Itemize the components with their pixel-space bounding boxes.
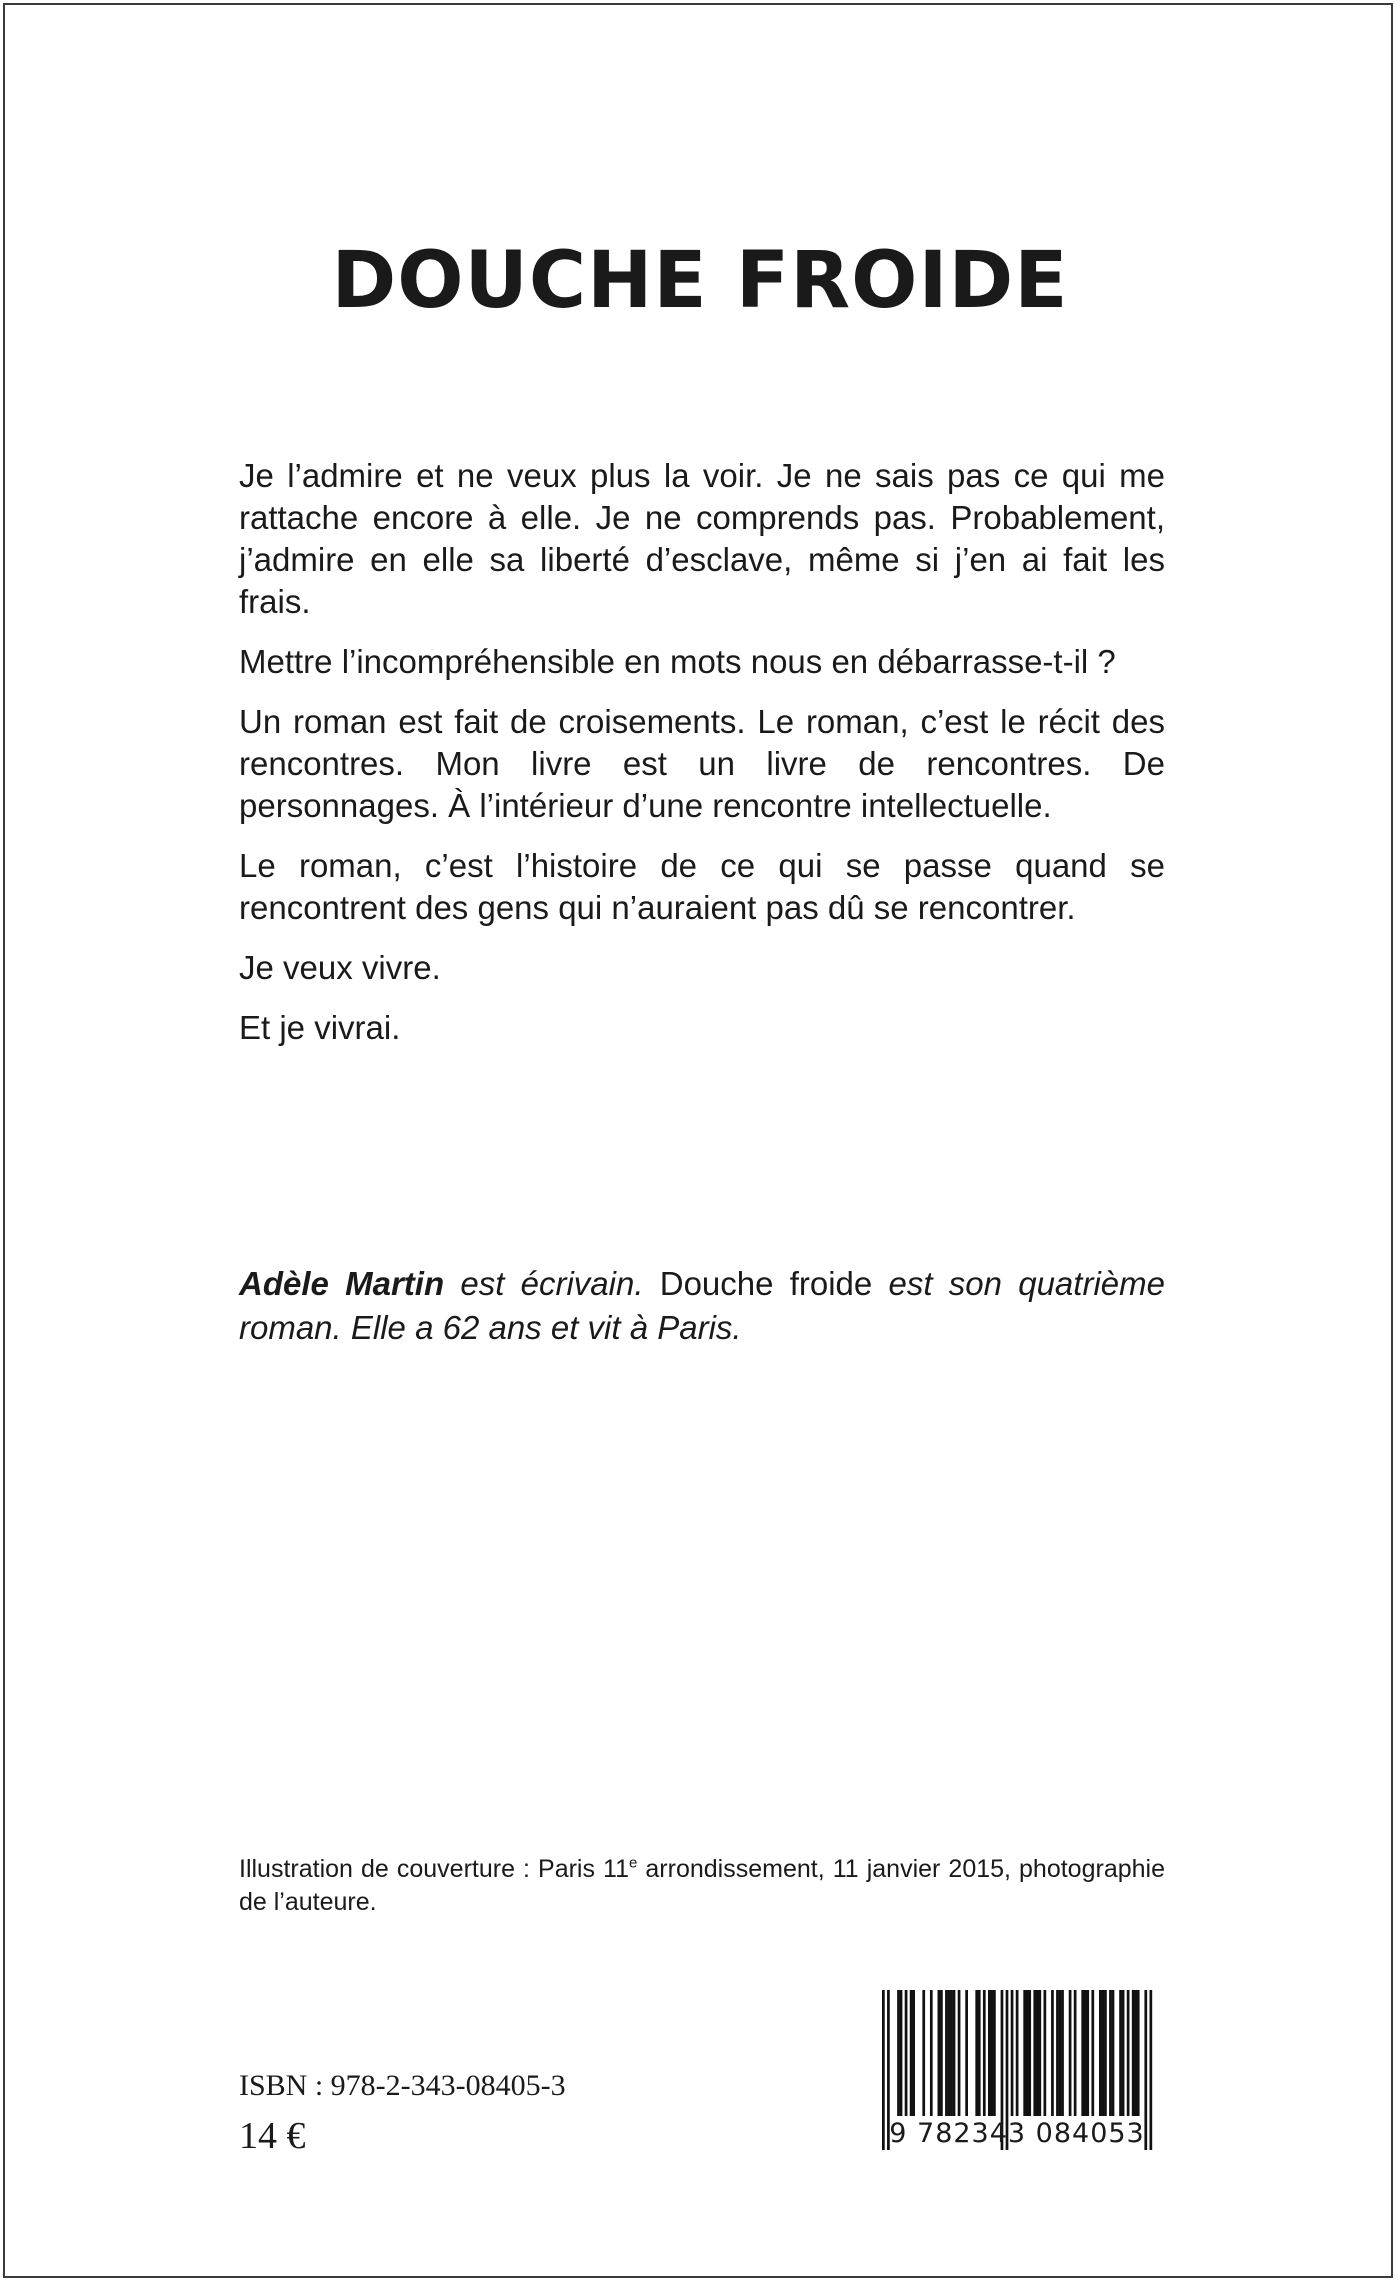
credit-text-2: arrondissement, 11 janvier 2015, photographie de l’auteure.	[239, 1855, 1165, 1916]
barcode-bar	[1119, 1990, 1122, 2116]
barcode-bar	[922, 1990, 925, 2116]
barcode-bar	[953, 1990, 956, 2116]
barcode-bar	[950, 1990, 953, 2116]
barcode-bar	[912, 1990, 915, 2116]
blurb-paragraph-1: Je l’admire et ne veux plus la voir. Je ne sais pas ce qui me rattache encore à elle. Je ne comprends pas. Probablement, j’admire en elle sa liberté d’esclave, même si j’en ai fait les frais.	[239, 457, 1165, 620]
author-name: Adèle Martin	[239, 1265, 445, 1302]
bio-text-2: est son quatrième roman. Elle a 62 ans et vit à Paris.	[239, 1265, 1165, 1346]
credit-text-1: Illustration de couverture : Paris 11	[239, 1855, 629, 1883]
barcode-bar	[1016, 1990, 1019, 2116]
price: 14 €	[239, 2115, 306, 2157]
barcode-bar	[910, 1990, 913, 2116]
barcode-bar	[945, 1990, 948, 2116]
blurb-paragraph-6: Et je vivrai.	[239, 1009, 401, 1046]
barcode-bar	[1033, 1990, 1036, 2116]
page-border	[3, 3, 1393, 2278]
barcode-bars	[872, 1990, 1162, 2190]
blurb-paragraph-5: Je veux vivre.	[239, 949, 441, 986]
barcode-bar	[1081, 1990, 1084, 2116]
barcode-digits: 9 782343 084053	[889, 2118, 1145, 2149]
barcode-bar	[1134, 1990, 1137, 2116]
barcode-bar	[1074, 1990, 1077, 2116]
barcode-bar	[938, 1990, 941, 2116]
blurb-paragraph-3: Un roman est fait de croisements. Le roman, c’est le récit des rencontres. Mon livre est un livre de rencontres. De personnages. À l’intérieur d’une rencontre intellectuelle.	[239, 703, 1165, 824]
barcode-bar	[1127, 1990, 1130, 2116]
barcode-bar	[1102, 1990, 1105, 2116]
barcode-bar	[1011, 1990, 1014, 2116]
barcode-bar	[1104, 1990, 1107, 2116]
barcode-bar	[1122, 1990, 1125, 2116]
barcode-bar	[1059, 1990, 1062, 2116]
barcode-bar	[930, 1990, 933, 2116]
barcode-bar	[1132, 1990, 1135, 2116]
barcode	[872, 1990, 1162, 2190]
barcode-bar	[991, 1990, 994, 2116]
barcode-bar	[1112, 1990, 1115, 2116]
barcode-bar	[1086, 1990, 1089, 2116]
barcode-bar	[1051, 1990, 1054, 2116]
author-bio	[239, 1262, 1165, 1350]
barcode-bar	[1137, 1990, 1140, 2116]
barcode-bar	[978, 1990, 981, 2116]
barcode-bar	[988, 1990, 991, 2116]
barcode-bar	[948, 1990, 951, 2116]
barcode-bar	[1109, 1990, 1112, 2116]
barcode-bar	[993, 1990, 996, 2116]
book-title: DOUCHE FROIDE	[331, 236, 1069, 327]
barcode-bar	[1023, 1990, 1026, 2116]
barcode-bar	[1084, 1990, 1087, 2116]
barcode-bar	[1038, 1990, 1041, 2116]
barcode-bar	[1044, 1990, 1047, 2116]
credit-superscript: e	[629, 1854, 638, 1872]
barcode-bar	[1069, 1990, 1072, 2116]
barcode-bar	[1091, 1990, 1094, 2116]
blurb	[239, 455, 1165, 1067]
bio-text-1: est écrivain.	[444, 1265, 660, 1302]
barcode-bar	[1099, 1990, 1102, 2116]
barcode-bar	[897, 1990, 900, 2116]
bio-book-title: Douche froide	[659, 1265, 873, 1302]
barcode-bar	[975, 1990, 978, 2116]
barcode-bar	[905, 1990, 908, 2116]
barcode-bar	[900, 1990, 903, 2116]
barcode-bar	[940, 1990, 943, 2116]
isbn: ISBN : 978-2-343-08405-3	[239, 2069, 566, 2102]
cover-credit	[239, 1853, 1165, 1919]
barcode-bar	[1036, 1990, 1039, 2116]
barcode-bar	[965, 1990, 968, 2116]
blurb-paragraph-4: Le roman, c’est l’histoire de ce qui se passe quand se rencontrent des gens qui n’auraient pas dû se rencontrer.	[239, 847, 1165, 926]
blurb-paragraph-2: Mettre l’incompréhensible en mots nous en débarrasse-t-il ?	[239, 643, 1116, 680]
barcode-bar	[1061, 1990, 1064, 2116]
barcode-bar	[983, 1990, 986, 2116]
barcode-bar	[1056, 1990, 1059, 2116]
barcode-bar	[1028, 1990, 1031, 2116]
barcode-bar	[958, 1990, 961, 2116]
barcode-bar	[1026, 1990, 1029, 2116]
